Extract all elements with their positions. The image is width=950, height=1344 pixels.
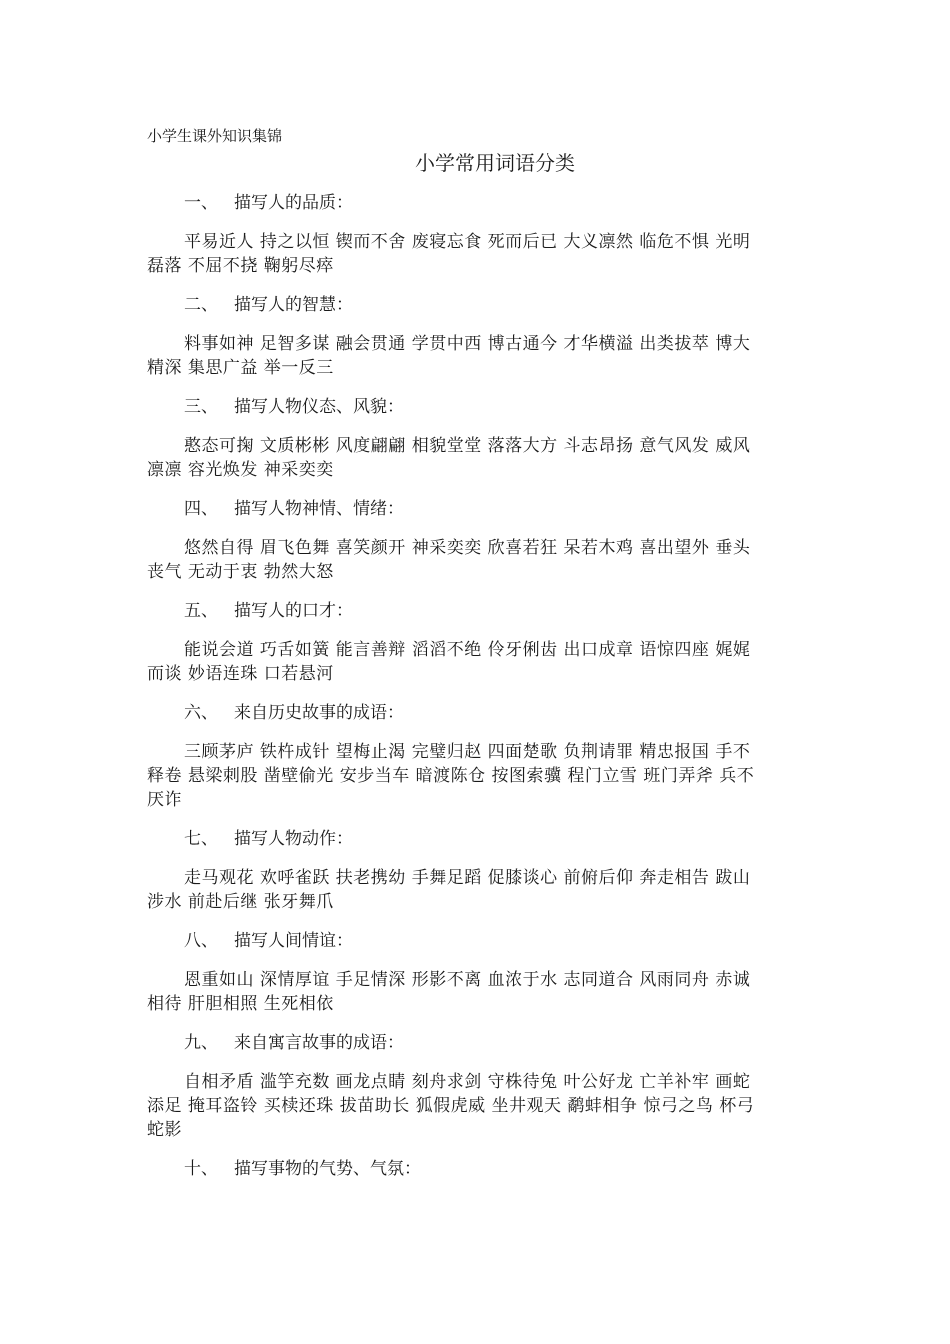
word-line: 料事如神 足智多谋 融会贯通 学贯中西 博古通今 才华横溢 出类拔萃 博大: [184, 334, 751, 354]
section-number: 九、: [184, 1033, 218, 1053]
word-line: 憨态可掬 文质彬彬 风度翩翩 相貌堂堂 落落大方 斗志昂扬 意气风发 威风: [184, 436, 751, 456]
section: [147, 190, 807, 278]
section-number: 十、: [184, 1159, 218, 1179]
section: [147, 928, 807, 1016]
section: [147, 598, 807, 686]
section: [147, 700, 807, 812]
section-number: 一、: [184, 193, 218, 213]
section-heading: [147, 1030, 807, 1056]
section-heading: [147, 1156, 807, 1182]
section-heading: [147, 394, 807, 420]
word-line: 添足 掩耳盗铃 买椟还珠 拔苗助长 狐假虎威 坐井观天 鹬蚌相争 惊弓之鸟 杯弓: [147, 1096, 755, 1116]
section-number: 六、: [184, 703, 218, 723]
section-label: 描写人物动作：: [234, 829, 353, 849]
page-header: 小学生课外知识集锦: [147, 127, 283, 145]
word-list: [147, 968, 807, 1016]
section-label: 描写人物神情、情绪：: [234, 499, 404, 519]
word-line: 能说会道 巧舌如簧 能言善辩 滔滔不绝 伶牙俐齿 出口成章 语惊四座 娓娓: [184, 640, 751, 660]
section-label: 描写人物仪态、风貌：: [234, 397, 404, 417]
word-line: 走马观花 欢呼雀跃 扶老携幼 手舞足蹈 促膝谈心 前俯后仰 奔走相告 跋山: [184, 868, 751, 888]
word-list: [147, 332, 807, 380]
section-label: 描写事物的气势、气氛：: [234, 1159, 421, 1179]
word-line: 恩重如山 深情厚谊 手足情深 形影不离 血浓于水 志同道合 风雨同舟 赤诚: [184, 970, 751, 990]
section-heading: [147, 496, 807, 522]
section-label: 描写人间情谊：: [234, 931, 353, 951]
word-line: 自相矛盾 滥竽充数 画龙点睛 刻舟求剑 守株待兔 叶公好龙 亡羊补牢 画蛇: [184, 1072, 751, 1092]
word-line: 平易近人 持之以恒 锲而不舍 废寝忘食 死而后已 大义凛然 临危不惧 光明: [184, 232, 751, 252]
section: [147, 292, 807, 380]
section-number: 三、: [184, 397, 218, 417]
section-heading: [147, 928, 807, 954]
word-line: 悠然自得 眉飞色舞 喜笑颜开 神采奕奕 欣喜若狂 呆若木鸡 喜出望外 垂头: [184, 538, 751, 558]
section: [147, 1156, 807, 1182]
document-body: [147, 190, 807, 1196]
section-number: 七、: [184, 829, 218, 849]
word-line: 蛇影: [147, 1120, 182, 1140]
word-list: [147, 740, 807, 812]
section-number: 四、: [184, 499, 218, 519]
section-label: 来自历史故事的成语：: [234, 703, 404, 723]
section-number: 八、: [184, 931, 218, 951]
word-list: [147, 638, 807, 686]
word-line: 涉水 前赴后继 张牙舞爪: [147, 892, 334, 912]
section-number: 五、: [184, 601, 218, 621]
word-line: 丧气 无动于衷 勃然大怒: [147, 562, 334, 582]
word-list: [147, 1070, 807, 1142]
document-title: 小学常用词语分类: [415, 151, 575, 175]
section-label: 来自寓言故事的成语：: [234, 1033, 404, 1053]
section-heading: [147, 826, 807, 852]
word-line: 相待 肝胆相照 生死相依: [147, 994, 334, 1014]
word-line: 磊落 不屈不挠 鞠躬尽瘁: [147, 256, 334, 276]
section-label: 描写人的智慧：: [234, 295, 353, 315]
section-number: 二、: [184, 295, 218, 315]
word-line: 而谈 妙语连珠 口若悬河: [147, 664, 334, 684]
word-line: 释卷 悬梁刺股 凿壁偷光 安步当车 暗渡陈仓 按图索骥 程门立雪 班门弄斧 兵不: [147, 766, 755, 786]
section-label: 描写人的口才：: [234, 601, 353, 621]
section: [147, 496, 807, 584]
word-line: 厌诈: [147, 790, 182, 810]
word-list: [147, 866, 807, 914]
section-heading: [147, 598, 807, 624]
section: [147, 826, 807, 914]
section-label: 描写人的品质：: [234, 193, 353, 213]
word-line: 精深 集思广益 举一反三: [147, 358, 334, 378]
word-list: [147, 230, 807, 278]
word-list: [147, 536, 807, 584]
word-line: 三顾茅庐 铁杵成针 望梅止渴 完璧归赵 四面楚歌 负荆请罪 精忠报国 手不: [184, 742, 751, 762]
section: [147, 394, 807, 482]
section: [147, 1030, 807, 1142]
section-heading: [147, 292, 807, 318]
word-line: 凛凛 容光焕发 神采奕奕: [147, 460, 334, 480]
section-heading: [147, 190, 807, 216]
word-list: [147, 434, 807, 482]
section-heading: [147, 700, 807, 726]
